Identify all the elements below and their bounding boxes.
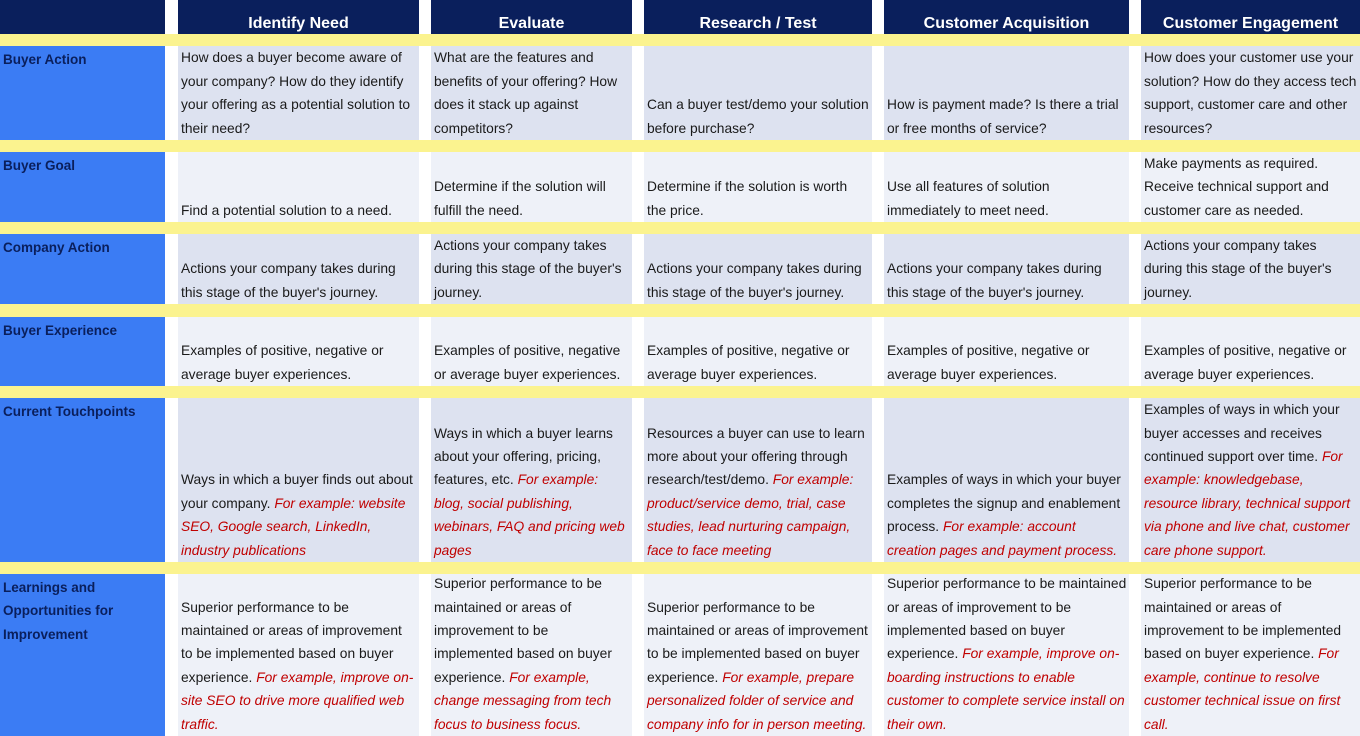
cell-main-text: Examples of positive, negative or average buyer experiences. — [887, 343, 1090, 382]
cell-text — [434, 422, 630, 562]
cell-main-text: Find a potential solution to a need. — [181, 202, 392, 218]
table-cell — [178, 234, 419, 304]
cell-text — [181, 596, 417, 736]
cell-text — [887, 468, 1127, 562]
header-corner — [0, 0, 165, 34]
cell-main-text: Superior performance to be maintained or areas of improvement to be implemented based on buyer experience. — [1144, 576, 1342, 662]
cell-example-text: For example: website SEO, Google search, LinkedIn, industry publications — [181, 495, 406, 558]
table-cell — [644, 46, 872, 140]
cell-text — [1144, 398, 1358, 562]
row-separator — [0, 386, 1360, 398]
table-cell — [431, 574, 632, 736]
column-header: Identify Need — [178, 0, 419, 34]
column-header: Customer Engagement — [1141, 0, 1360, 34]
cell-main-text: Make payments as required. Receive technical support and customer care as needed. — [1144, 155, 1329, 218]
cell-main-text: Superior performance to be maintained or areas of improvement to be implemented based on buyer experience. — [434, 576, 612, 685]
cell-text — [647, 257, 870, 304]
row-separator — [0, 304, 1360, 317]
table-cell — [431, 46, 632, 140]
cell-text — [887, 574, 1127, 736]
column-header: Evaluate — [431, 0, 632, 34]
cell-main-text: Examples of positive, negative or average buyer experiences. — [434, 343, 621, 382]
cell-text — [887, 257, 1127, 304]
column-header: Customer Acquisition — [884, 0, 1129, 34]
table-cell — [1141, 317, 1360, 386]
cell-text — [1144, 234, 1358, 304]
row-separator — [0, 562, 1360, 574]
table-cell — [644, 574, 872, 736]
column-header: Research / Test — [644, 0, 872, 34]
table-cell — [178, 152, 419, 222]
cell-text — [434, 574, 630, 736]
row-separator — [0, 34, 1360, 46]
table-cell — [884, 46, 1129, 140]
cell-main-text: Examples of positive, negative or average buyer experiences. — [647, 343, 850, 382]
cell-text — [181, 468, 417, 562]
row-label: Company Action — [0, 234, 165, 304]
cell-text — [647, 422, 870, 562]
cell-main-text: Ways in which a buyer learns about your offering, pricing, features, etc. — [434, 425, 613, 488]
table-cell — [178, 574, 419, 736]
cell-main-text: Actions your company takes during this stage of the buyer's journey. — [647, 261, 862, 300]
table-cell — [1141, 574, 1360, 736]
cell-text — [887, 339, 1127, 386]
table-cell — [1141, 46, 1360, 140]
cell-example-text: For example: knowledgebase, resource library, technical support via phone and live chat, customer care phone support. — [1144, 448, 1351, 558]
cell-example-text: For example: product/service demo, trial, case studies, lead nurturing campaign, face to face meeting — [647, 472, 854, 558]
cell-text — [647, 596, 870, 736]
cell-main-text: How does a buyer become aware of your company? How do they identify your offering as a potential solution to their need? — [181, 50, 411, 136]
table-cell — [1141, 234, 1360, 304]
cell-main-text: Examples of positive, negative or average buyer experiences. — [181, 343, 384, 382]
cell-main-text: How is payment made? Is there a trial or free months of service? — [887, 97, 1119, 136]
table-cell — [431, 234, 632, 304]
cell-text — [887, 93, 1127, 140]
table-cell — [178, 46, 419, 140]
cell-text — [1144, 46, 1358, 140]
cell-main-text: Superior performance to be maintained or areas of improvement to be implemented based on buyer experience. — [647, 599, 868, 685]
row-label: Buyer Experience — [0, 317, 165, 386]
table-cell — [431, 398, 632, 562]
cell-example-text: For example, improve on-site SEO to drive more qualified web traffic. — [181, 669, 414, 732]
row-label: Current Touchpoints — [0, 398, 165, 562]
row-label: Buyer Action — [0, 46, 165, 140]
cell-main-text: Examples of ways in which your buyer accesses and receives continued support over time. — [1144, 402, 1340, 464]
cell-text — [181, 339, 417, 386]
cell-main-text: Actions your company takes during this stage of the buyer's journey. — [434, 237, 622, 300]
table-cell — [884, 574, 1129, 736]
cell-main-text: Actions your company takes during this stage of the buyer's journey. — [887, 261, 1102, 300]
cell-main-text: Actions your company takes during this stage of the buyer's journey. — [181, 261, 396, 300]
cell-text — [647, 175, 870, 222]
table-cell — [884, 234, 1129, 304]
cell-text — [647, 339, 870, 386]
cell-example-text: For example: blog, social publishing, webinars, FAQ and pricing web pages — [434, 472, 625, 558]
cell-example-text: For example, improve on-boarding instructions to enable customer to complete service install on their own. — [887, 646, 1125, 732]
cell-text — [1144, 574, 1358, 736]
cell-text — [181, 46, 417, 140]
table-cell — [644, 317, 872, 386]
table-cell — [644, 398, 872, 562]
cell-text — [887, 175, 1127, 222]
table-cell — [1141, 152, 1360, 222]
table-cell — [1141, 398, 1360, 562]
cell-text — [434, 175, 630, 222]
cell-main-text: Determine if the solution is worth the price. — [647, 179, 848, 218]
row-label: Buyer Goal — [0, 152, 165, 222]
row-separator — [0, 222, 1360, 234]
cell-text — [434, 46, 630, 140]
cell-text — [181, 257, 417, 304]
table-cell — [431, 317, 632, 386]
cell-example-text: For example, change messaging from tech focus to business focus. — [434, 669, 612, 732]
cell-example-text: For example, prepare personalized folder of service and company info for in person meeting. — [647, 669, 867, 732]
cell-example-text: For example: account creation pages and payment process. — [887, 519, 1118, 558]
table-cell — [644, 234, 872, 304]
cell-main-text: Examples of positive, negative or average buyer experiences. — [1144, 343, 1347, 382]
cell-main-text: Resources a buyer can use to learn more about your offering through research/test/demo. — [647, 425, 865, 488]
cell-main-text: Can a buyer test/demo your solution before purchase? — [647, 97, 869, 136]
table-cell — [178, 398, 419, 562]
cell-example-text: For example, continue to resolve customer technical issue on first call. — [1144, 646, 1341, 732]
row-label: Learnings and Opportunities for Improvement — [0, 574, 165, 736]
table-cell — [178, 317, 419, 386]
cell-main-text: Superior performance to be maintained or areas of improvement to be implemented based on buyer experience. — [181, 599, 402, 685]
table-cell — [884, 152, 1129, 222]
table-cell — [644, 152, 872, 222]
cell-text — [1144, 152, 1358, 222]
cell-main-text: Use all features of solution immediately to meet need. — [887, 179, 1050, 218]
table-cell — [431, 152, 632, 222]
cell-text — [181, 199, 417, 222]
cell-text — [434, 234, 630, 304]
cell-main-text: Ways in which a buyer finds out about your company. — [181, 472, 413, 511]
row-separator — [0, 140, 1360, 152]
cell-main-text: Superior performance to be maintained or areas of improvement to be implemented based on buyer experience. — [887, 576, 1127, 662]
cell-text — [1144, 339, 1358, 386]
cell-main-text: Examples of ways in which your buyer completes the signup and enablement process. — [887, 472, 1121, 535]
cell-main-text: Determine if the solution will fulfill the need. — [434, 179, 606, 218]
cell-main-text: Actions your company takes during this stage of the buyer's journey. — [1144, 237, 1332, 300]
cell-main-text: How does your customer use your solution? How do they access tech support, customer care and other resources? — [1144, 50, 1357, 136]
cell-text — [434, 339, 630, 386]
cell-main-text: What are the features and benefits of your offering? How does it stack up against competitors? — [434, 50, 618, 136]
table-cell — [884, 398, 1129, 562]
cell-text — [647, 93, 870, 140]
table-cell — [884, 317, 1129, 386]
